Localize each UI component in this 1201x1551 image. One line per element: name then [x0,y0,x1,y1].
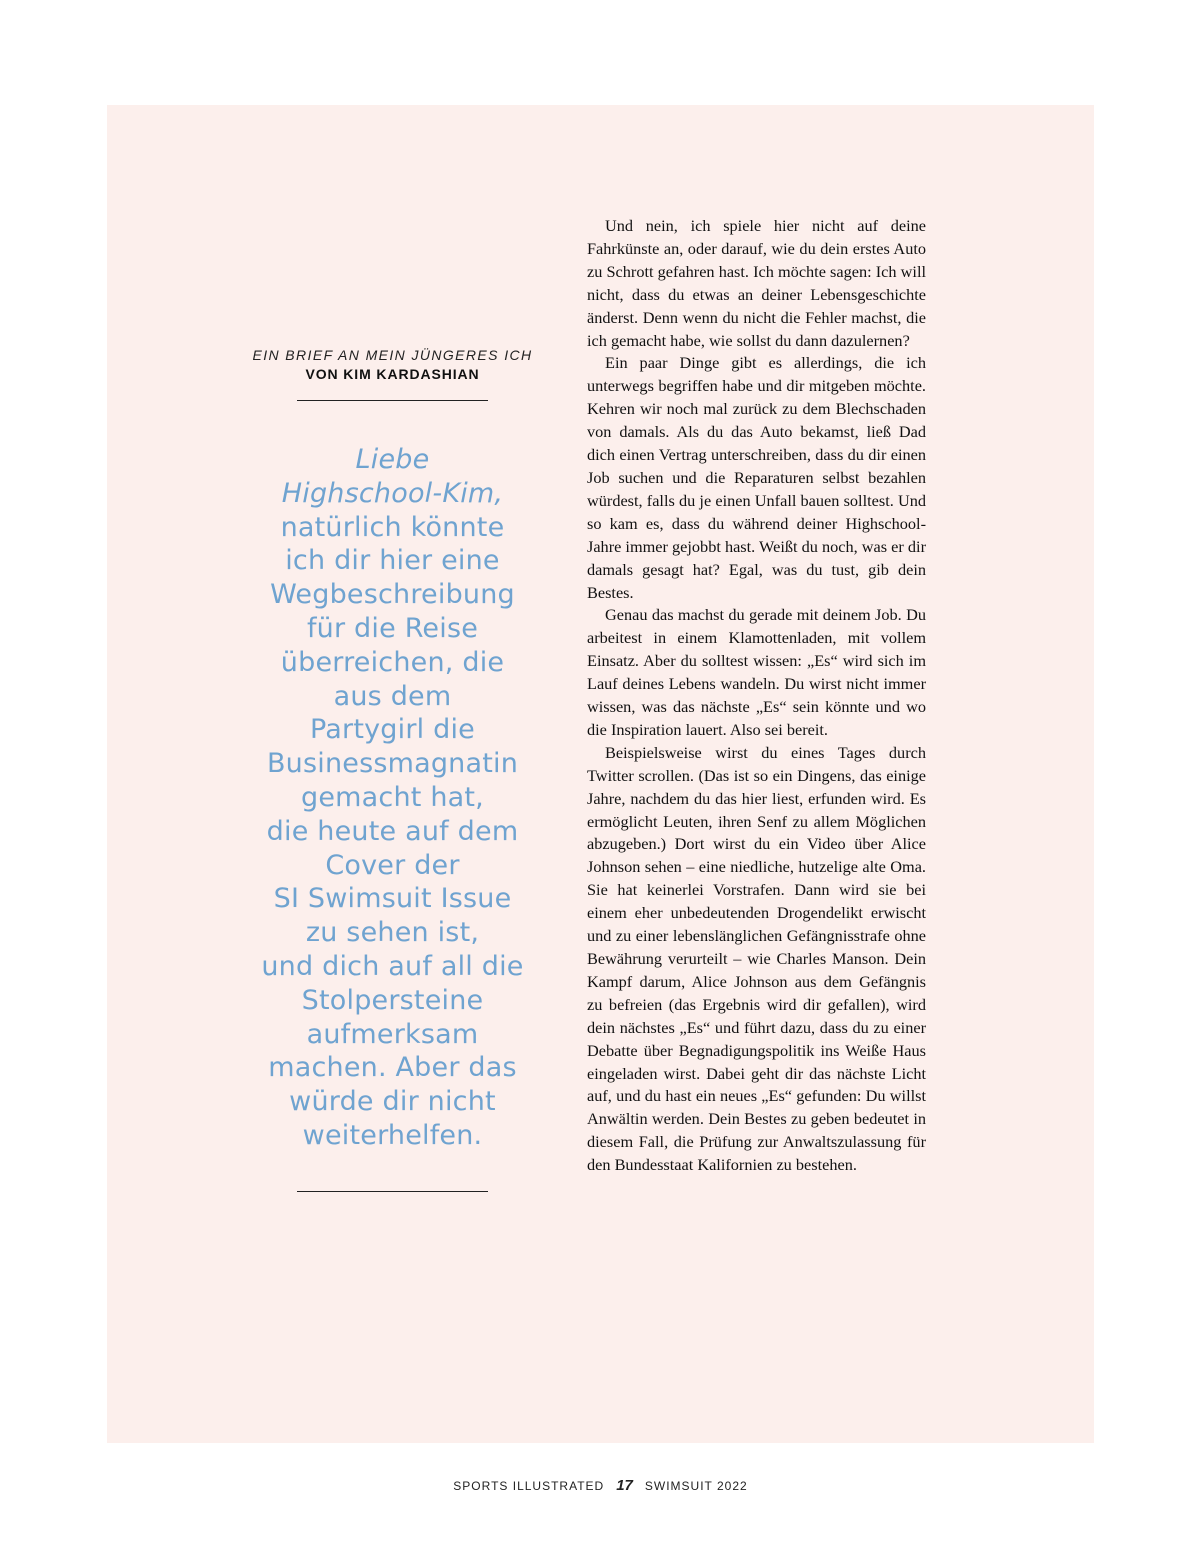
pull-quote-line: aufmerksam [306,1018,479,1050]
pull-quote-line: Cover der [325,849,460,881]
body-paragraph: Genau das machst du gerade mit deinem Job. Du arbeitest in einem Klamottenladen, mit vollem Einsatz. Aber du solltest wissen: „Es“ wird sich im Lauf deines Lebens wandeln. Du wirst nicht immer wissen, was das nächste „Es“ sein könnte und wo die Inspiration lauert. Also sei bereit. [587,605,926,739]
footer-publication: SPORTS ILLUSTRATED [453,1479,605,1493]
article-byline: VON KIM KARDASHIAN [305,366,480,382]
pull-quote-line: gemacht hat, [301,781,484,813]
pull-quote-line: machen. Aber das [268,1052,517,1084]
pull-quote-line: SI Swimsuit Issue [273,883,512,915]
pull-quote-line: zu sehen ist, [305,917,480,949]
article-kicker: EIN BRIEF AN MEIN JÜNGERES ICH [252,347,533,363]
pull-quote-line: natürlich könnte [280,511,505,543]
pull-quote-line: würde dir nicht [289,1086,496,1118]
pull-quote-line: Liebe [355,444,430,475]
body-paragraph: Ein paar Dinge gibt es allerdings, die ich unterwegs begriffen habe und dir mitgeben möchte. Kehren wir noch mal zurück zu dem Blechschaden von damals. Als du das Auto bekamst, ließ Dad dich einen Vertrag unterschreiben, dass du dir einen Job suchen und die Reparaturen selbst bezahlen würdest, falls du je einen Unfall bauen solltest. Und so kam es, dass du während deiner Highschool-Jahre immer gejobbt hast. Weißt du noch, was er dir damals gesagt hat? Egal, was du tust, gib dein Bestes. [587,353,926,602]
divider-top [297,400,488,401]
pull-quote-line: für die Reise [306,612,479,644]
body-paragraph: Und nein, ich spiele hier nicht auf deine Fahrkünste an, oder darauf, wie du dein erstes Auto zu Schrott gefahren hast. Ich möchte sagen: Ich will nicht, dass du etwas an deiner Lebensgeschichte änderst. Denn wenn du nicht die Fehler machst, die ich gemacht habe, wie sollst du dann dazulernen? [587,216,926,350]
pull-quote-line: ich dir hier eine [285,545,500,577]
footer-issue: SWIMSUIT 2022 [644,1479,748,1493]
pull-quote-line: Stolpersteine [301,984,484,1016]
article-body [587,215,926,1177]
pull-quote-line: und dich auf all die [261,950,524,982]
pull-quote-line: überreichen, die [280,646,505,678]
pull-quote-line: die heute auf dem [266,815,519,847]
pull-quote-line: aus dem [333,680,452,712]
pull-quote-line: weiterhelfen. [302,1119,483,1151]
pull-quote-line: Highschool-Kim, [281,477,504,509]
divider-bottom [297,1191,488,1192]
pull-quote-line: Wegbeschreibung [270,579,515,611]
pull-quote-line: Partygirl die [310,714,475,746]
page-number: 17 [616,1477,633,1494]
pull-quote-line: Businessmagnatin [266,748,519,780]
article-header [240,346,545,384]
body-paragraph: Beispielsweise wirst du eines Tages durch Twitter scrollen. (Das ist so ein Dingens, das einige Jahre, nachdem du das hier liest, erfunden wird. Es ermöglicht Leuten, ihren Senf zu allem Möglichen abzugeben.) Dort wirst du ein Video über Alice Johnson sehen – eine niedliche, hutzelige alte Oma. Sie hat keinerlei Vorstrafen. Dann wird sie bei einem eher unbedeutenden Drogendelikt erwischt und zu einer lebenslänglichen Gefängnisstrafe ohne Bewährung verurteilt – wie Charles Manson. Dein Kampf darum, Alice Johnson aus dem Gefängnis zu befreien (das Ergebnis wird dir gefallen), wird dein nächstes „Es“ und führt dazu, dass du zu einer Debatte über Begnadigungspolitik ins Weiße Haus eingeladen wirst. Dabei geht dir das nächste Licht auf, und du hast ein neues „Es“ gefunden: Du willst Anwältin werden. Dein Bestes zu geben bedeutet in diesem Fall, die Prüfung zur Anwaltszulassung für den Bundesstaat Kalifornien zu bestehen. [587,742,926,1175]
pull-quote [230,443,555,1153]
page-footer [0,1477,1201,1494]
